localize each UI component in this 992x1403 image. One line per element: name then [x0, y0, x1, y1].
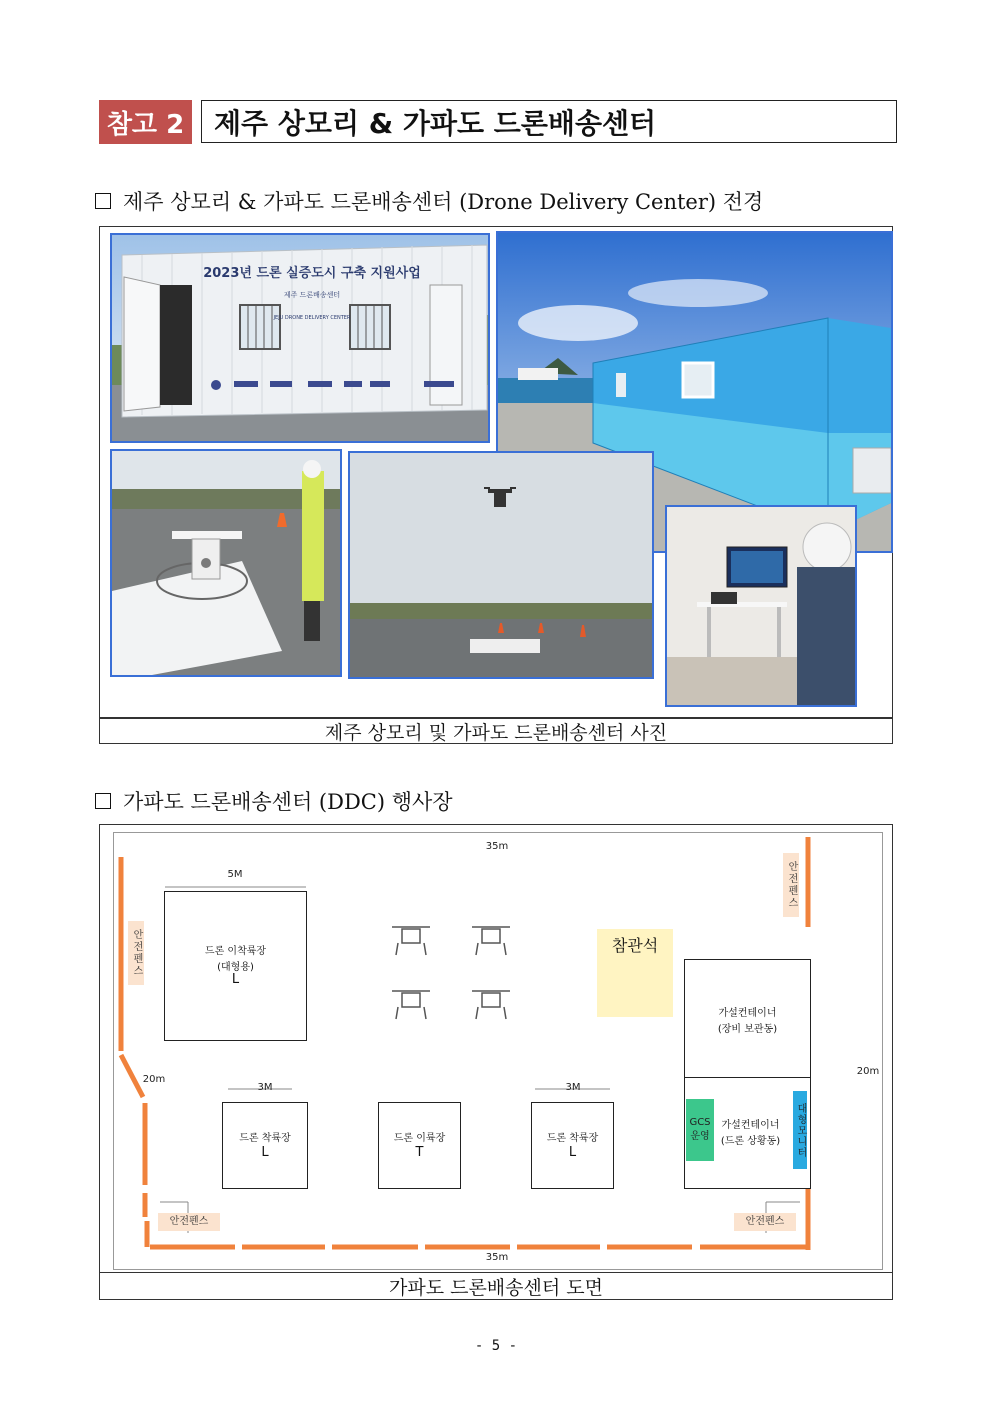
landing-pad-1 — [222, 1102, 308, 1189]
container-sign-sub: 제주 드론배송센터 — [283, 291, 341, 299]
section2-heading — [95, 786, 453, 816]
takeoff-pad — [378, 1102, 461, 1189]
pad1-code: L — [261, 1145, 269, 1160]
pad1-dimension: 3M — [257, 1082, 273, 1093]
large-pad-sub: (대형용) — [217, 962, 254, 973]
photo-drone-flight — [348, 451, 654, 679]
large-monitor: 대형모니터 — [793, 1091, 807, 1169]
gcs-station: GCS 운영 — [686, 1099, 714, 1161]
large-landing-pad — [164, 891, 307, 1041]
pad2-code: T — [415, 1145, 424, 1160]
checkbox-square-icon — [95, 793, 111, 809]
fence-label-left: 안전펜스 — [128, 921, 144, 985]
container2-sub: (드론 상황동) — [720, 1136, 781, 1147]
landing-pad-2 — [531, 1102, 614, 1189]
container-storage — [684, 959, 811, 1079]
drone-icons — [388, 921, 528, 1031]
spectator-area: 참관석 — [597, 929, 673, 1017]
section2-heading-text: 가파도 드론배송센터 (DDC) 행사장 — [123, 790, 453, 814]
fence-label-bottom-right: 안전펜스 — [734, 1213, 796, 1231]
floor-plan — [99, 824, 893, 1274]
container-sign-title: 2023년 드론 실증도시 구축 지원사업 — [203, 266, 421, 281]
page-number: - 5 - — [474, 1338, 518, 1354]
container-sign-en: JEJU DRONE DELIVERY CENTER — [273, 315, 351, 321]
large-pad-name: 드론 이착륙장 — [204, 946, 267, 957]
photo-collage — [99, 226, 893, 718]
drone-icon — [392, 927, 430, 955]
drone-icon — [392, 991, 430, 1019]
pad3-dimension: 3M — [565, 1082, 581, 1093]
pad2-name: 드론 이륙장 — [393, 1133, 446, 1144]
fence-label-bottom-left: 안전펜스 — [158, 1213, 220, 1231]
photo-white-container — [110, 233, 490, 443]
reference-badge: 참고 2 — [99, 100, 192, 144]
container1-sub: (장비 보관동) — [717, 1024, 778, 1035]
drone-icon — [472, 991, 510, 1019]
top-dimension: 35m — [485, 841, 509, 852]
photo-drone-on-pad — [110, 449, 342, 677]
checkbox-square-icon — [95, 193, 111, 209]
pad1-name: 드론 착륙장 — [239, 1133, 291, 1144]
container1-name: 가설컨테이너 — [718, 1008, 777, 1019]
bottom-dimension: 35m — [485, 1252, 509, 1263]
large-pad-dimension: 5M — [227, 869, 243, 880]
left-dimension: 20m — [142, 1074, 166, 1085]
container2-name: 가설컨테이너 — [721, 1120, 780, 1131]
drone-icon — [472, 927, 510, 955]
plan-caption: 가파도 드론배송센터 도면 — [99, 1272, 893, 1300]
large-pad-code: L — [231, 972, 240, 987]
fence-label-right-top: 안전펜스 — [783, 853, 799, 917]
section1-heading-text: 제주 상모리 & 가파도 드론배송센터 (Drone Delivery Center) 전경 — [123, 190, 764, 214]
right-dimension: 20m — [856, 1066, 880, 1077]
pad3-code: L — [568, 1145, 577, 1160]
section1-heading — [95, 186, 763, 216]
photo-caption: 제주 상모리 및 가파도 드론배송센터 사진 — [99, 718, 893, 744]
pad3-name: 드론 착륙장 — [546, 1133, 599, 1144]
photo-control-room — [665, 505, 857, 707]
page-title: 제주 상모리 & 가파도 드론배송센터 — [201, 100, 897, 143]
